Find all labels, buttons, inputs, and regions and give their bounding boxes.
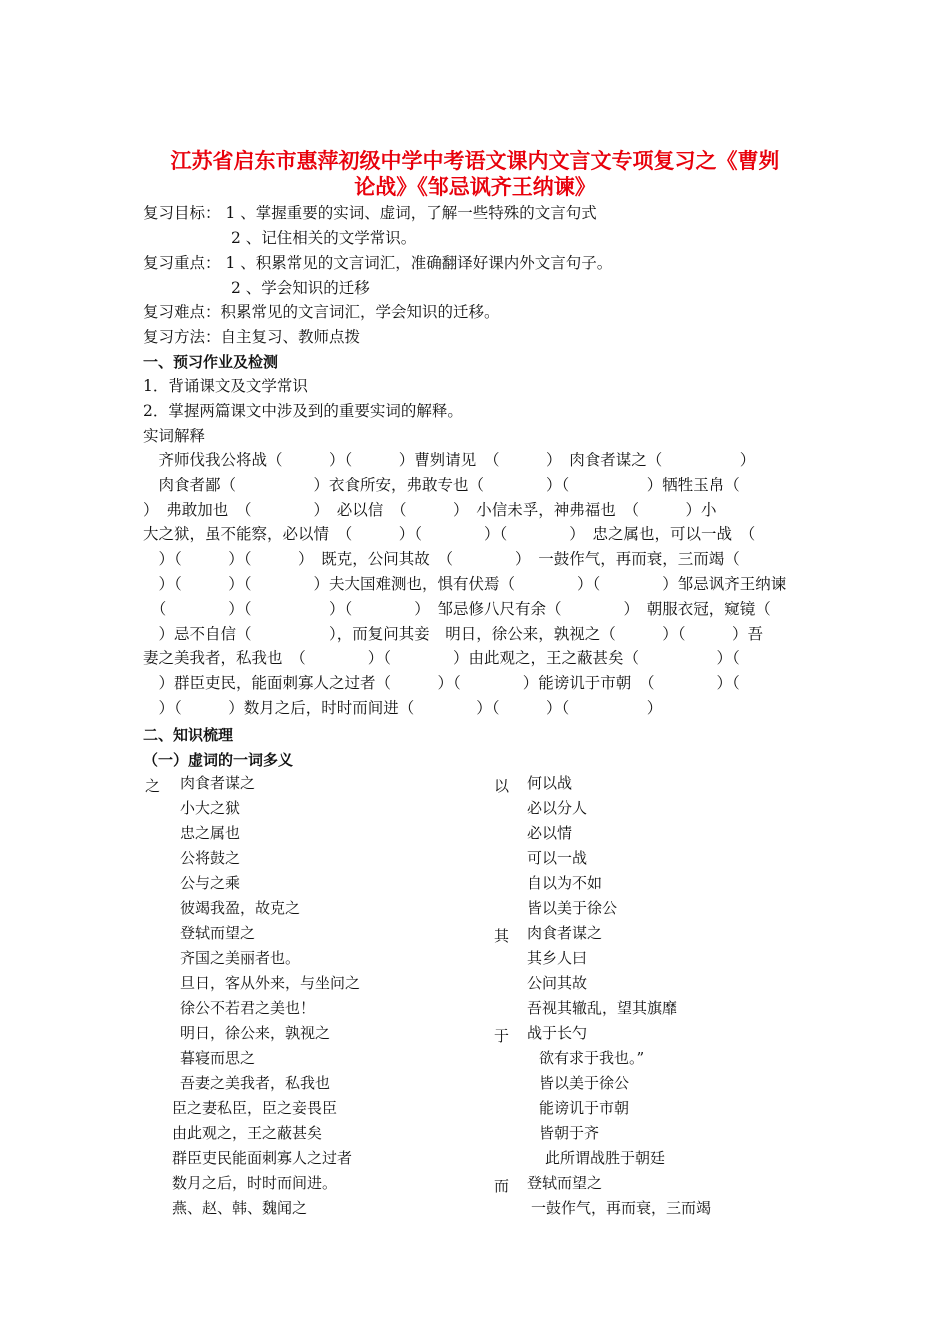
goal-2: 2 、记住相关的文学常识。 xyxy=(231,229,417,247)
list-item: 臣之妻私臣，臣之妾畏臣 xyxy=(172,1099,338,1117)
vocab-line: ） 弗敢加也 （ ） 必以信 （ ） 小信未孚，神弗福也 （ ）小 xyxy=(143,500,717,519)
title-line-2: 论战》《邹忌讽齐王纳谏》 xyxy=(354,175,596,199)
list-item: 一鼓作气，再而衰，三而竭 xyxy=(531,1199,712,1217)
section1-item-1: 1．背诵课文及文学常识 xyxy=(143,377,308,395)
vocab-line: ）群臣吏民，能面刺寡人之过者（ ）（ ）能谤讥于市朝 （ ）（ xyxy=(143,674,740,693)
list-item: 肉食者谋之 xyxy=(527,924,603,942)
list-item: 公问其故 xyxy=(527,974,588,992)
list-item: 由此观之，王之蔽甚矣 xyxy=(172,1124,323,1142)
vocab-line: ）（ ）数月之后，时时而间进（ ）（ ）（ ） xyxy=(143,698,663,717)
list-item: 皆以美于徐公 xyxy=(539,1074,630,1092)
section1-heading: 一、预习作业及检测 xyxy=(143,353,279,371)
goal-1: 1 、掌握重要的实词、虚词，了解一些特殊的文言句式 xyxy=(225,204,597,222)
list-item: 彼竭我盈，故克之 xyxy=(180,899,301,917)
list-item: 自以为不如 xyxy=(527,874,603,892)
list-item: 吾妻之美我者，私我也 xyxy=(180,1074,331,1092)
vocab-line: 齐师伐我公将战（ ）（ ）曹刿请见 （ ） 肉食者谋之（ ） xyxy=(143,451,756,469)
list-item: 明日，徐公来，孰视之 xyxy=(180,1024,331,1042)
zhi-label: 之 xyxy=(145,777,161,795)
focus-2: 2 、学会知识的迁移 xyxy=(231,279,370,297)
yu-list xyxy=(527,1021,665,1171)
list-item: 必以分人 xyxy=(527,799,588,817)
vocab-line: ）（ ）（ ）夫大国难测也，惧有伏焉（ ）（ ）邹忌讽齐王纳谏 xyxy=(143,574,787,593)
list-item: 数月之后，时时而间进。 xyxy=(172,1174,338,1192)
list-item: 何以战 xyxy=(527,774,573,792)
list-item: 必以情 xyxy=(527,824,573,842)
focus-1: 1 、积累常见的文言词汇，准确翻译好课内外文言句子。 xyxy=(225,254,613,272)
section1-item-2: 2．掌握两篇课文中涉及到的重要实词的解释。 xyxy=(143,402,463,420)
qi-label: 其 xyxy=(494,927,510,945)
list-item: 群臣吏民能面刺寡人之过者 xyxy=(172,1149,353,1167)
list-item: 吾视其辙乱，望其旗靡 xyxy=(527,999,678,1017)
vocab-line: （ ）（ ）（ ） 邹忌修八尺有余（ ） 朝服衣冠，窥镜（ xyxy=(143,599,771,618)
title-line-1: 江苏省启东市惠萍初级中学中考语文课内文言文专项复习之《曹刿 xyxy=(170,149,780,173)
list-item: 暮寝而思之 xyxy=(180,1049,256,1067)
list-item: 徐公不若君之美也！ xyxy=(180,999,316,1017)
review-goal-row xyxy=(143,203,597,223)
review-difficulty: 复习难点：积累常见的文言词汇，学会知识的迁移。 xyxy=(143,303,500,321)
list-item: 忠之属也 xyxy=(180,824,241,842)
vocab-line: 妻之美我者，私我也 （ ）（ ）由此观之，王之蔽甚矣（ ）（ xyxy=(143,649,740,668)
document-title xyxy=(140,148,810,200)
list-item: 欲有求于我也。” xyxy=(539,1049,645,1067)
list-item: 齐国之美丽者也。 xyxy=(180,949,301,967)
section2-heading: 二、知识梳理 xyxy=(143,726,234,744)
list-item: 小大之狱 xyxy=(180,799,241,817)
review-method: 复习方法：自主复习、教师点拨 xyxy=(143,328,361,346)
vocab-line: 大之狱，虽不能察，必以情 （ ）（ ）（ ） 忠之属也，可以一战 （ xyxy=(143,525,756,544)
vocab-exercise-block xyxy=(143,448,813,721)
list-item: 此所谓战胜于朝廷 xyxy=(545,1149,666,1167)
vocab-line: ）忌不自信（ ），而复问其妾 明日，徐公来，孰视之（ ）（ ）吾 xyxy=(143,624,764,643)
list-item: 公与之乘 xyxy=(180,874,241,892)
list-item: 皆以美于徐公 xyxy=(527,899,618,917)
vocab-line: ）（ ）（ ） 既克，公问其故 （ ） 一鼓作气，再而衰，三而竭（ xyxy=(143,550,740,569)
list-item: 登轼而望之 xyxy=(180,924,256,942)
qi-list xyxy=(527,921,677,1021)
section2-subheading: （一）虚词的一词多义 xyxy=(143,751,294,769)
list-item: 战于长勺 xyxy=(527,1024,588,1042)
list-item: 公将鼓之 xyxy=(180,849,241,867)
yi-label: 以 xyxy=(494,777,510,795)
list-item: 可以一战 xyxy=(527,849,588,867)
vocab-subheading: 实词解释 xyxy=(143,427,206,445)
list-item: 登轼而望之 xyxy=(527,1174,603,1192)
er-list xyxy=(527,1171,711,1221)
yu-label: 于 xyxy=(494,1027,510,1045)
zhi-list xyxy=(172,771,361,1221)
focus-label: 复习重点： xyxy=(143,254,221,272)
vocab-line: 肉食者鄙（ ）衣食所安，弗敢专也（ ）（ ）牺牲玉帛（ xyxy=(143,475,740,494)
er-label: 而 xyxy=(494,1177,510,1195)
list-item: 燕、赵、韩、魏闻之 xyxy=(172,1199,308,1217)
review-focus-row xyxy=(143,253,612,273)
list-item: 其乡人曰 xyxy=(527,949,588,967)
goal-label: 复习目标： xyxy=(143,204,221,222)
yi-list xyxy=(527,771,617,921)
list-item: 旦日，客从外来，与坐问之 xyxy=(180,974,361,992)
list-item: 肉食者谋之 xyxy=(180,774,256,792)
list-item: 能谤讥于市朝 xyxy=(539,1099,630,1117)
list-item: 皆朝于齐 xyxy=(539,1124,600,1142)
